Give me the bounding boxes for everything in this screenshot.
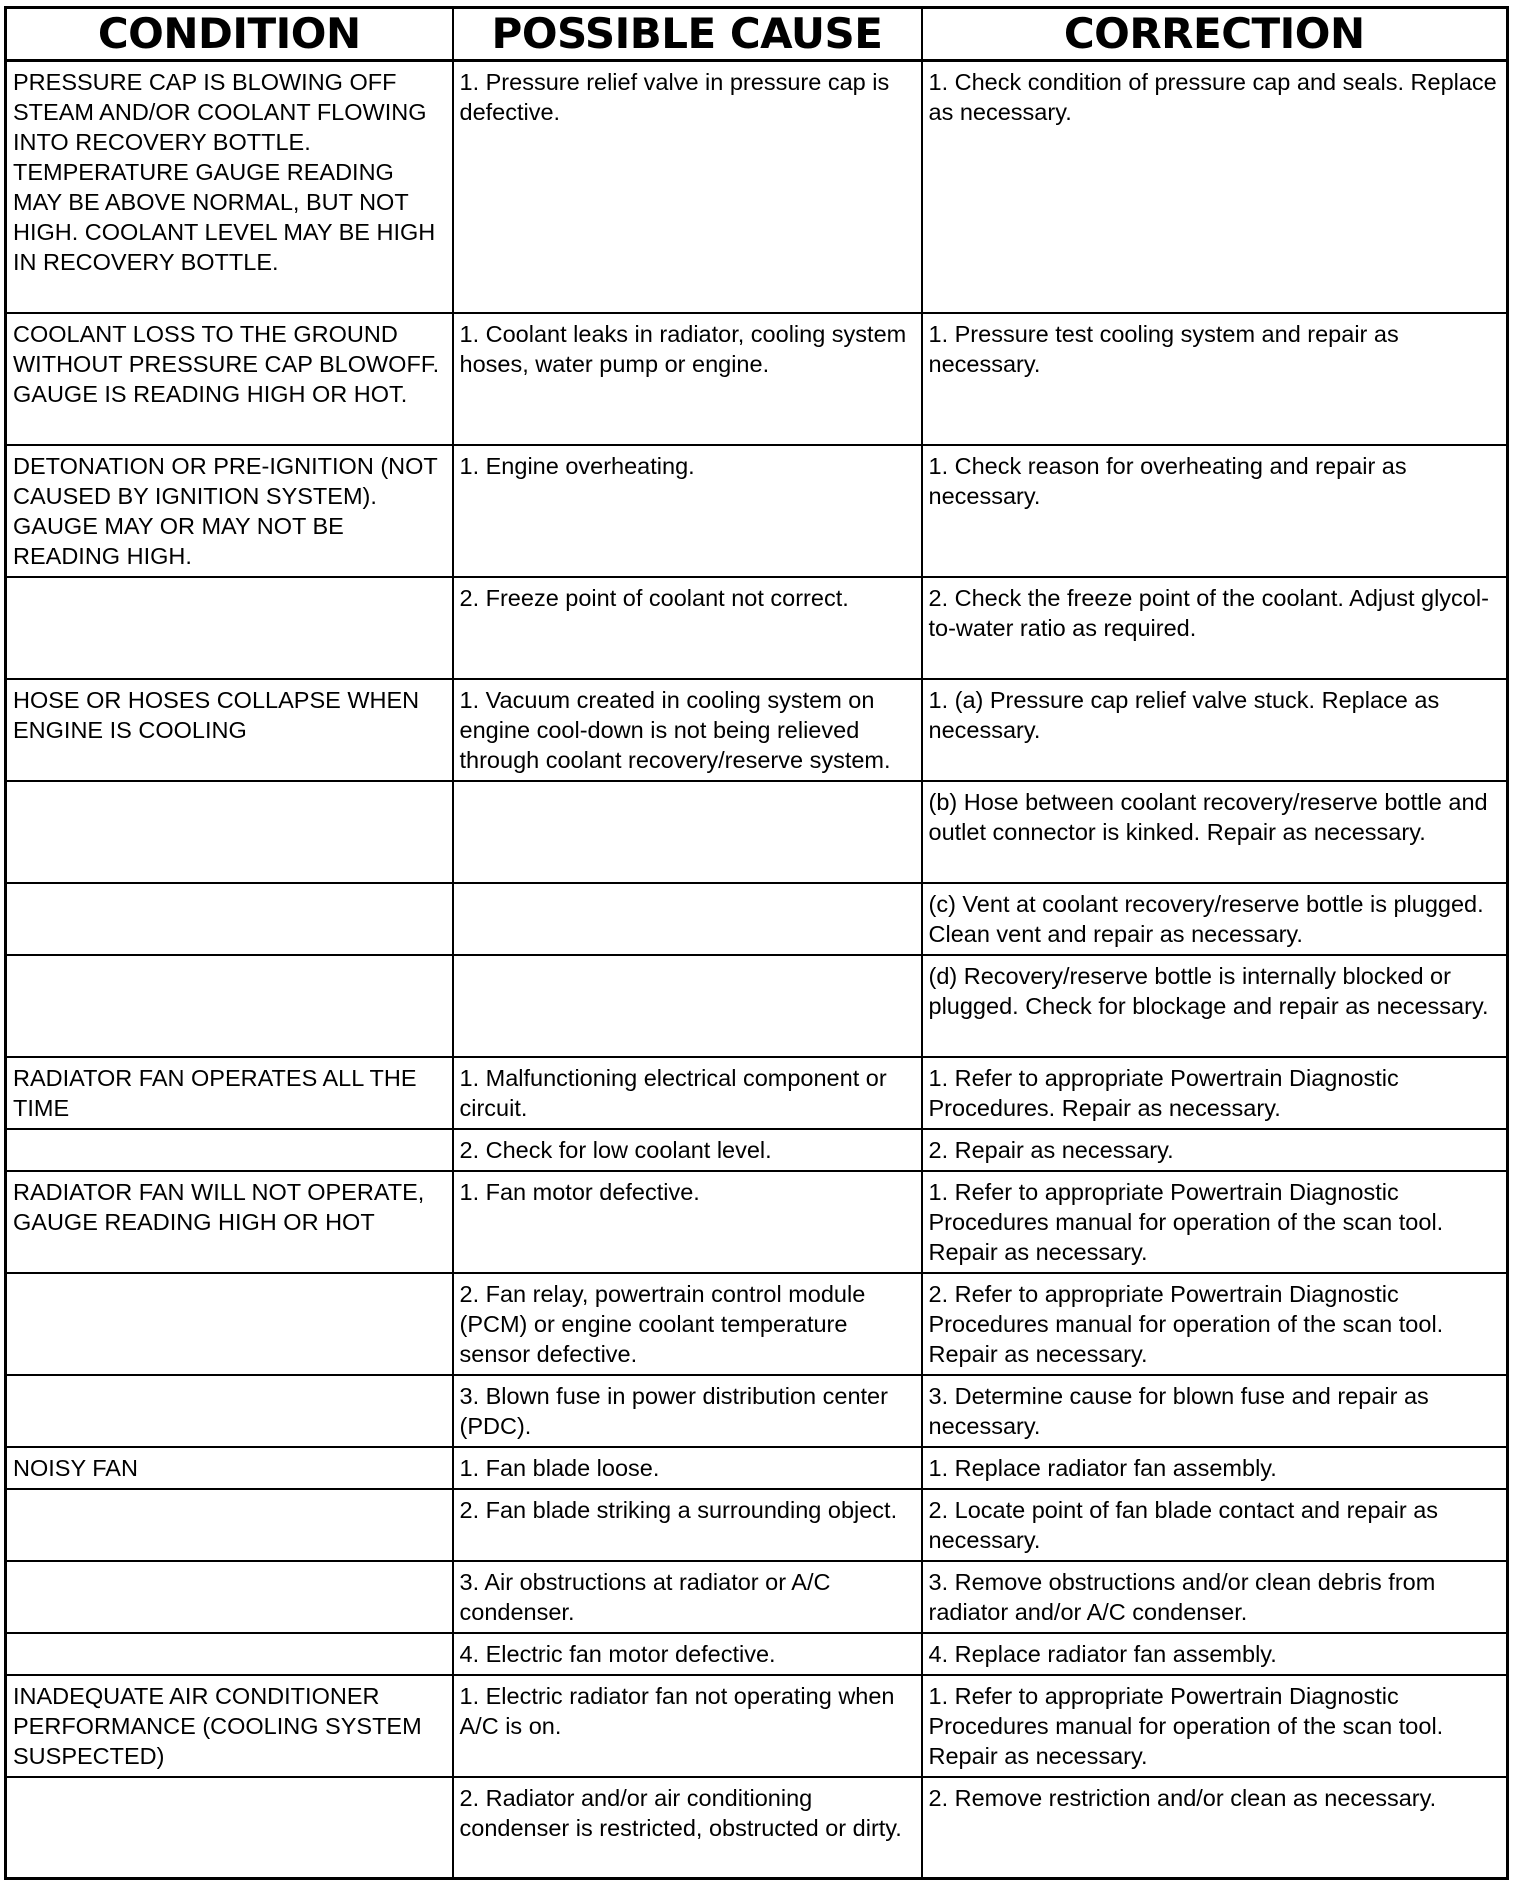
diagnosis-table: [4, 6, 1509, 1880]
condition-cell: COOLANT LOSS TO THE GROUND WITHOUT PRESSURE CAP BLOWOFF. GAUGE IS READING HIGH OR HOT.: [6, 313, 453, 445]
correction-cell: (b) Hose between coolant recovery/reserve bottle and outlet connector is kinked. Repair as necessary.: [922, 781, 1508, 883]
condition-cell: PRESSURE CAP IS BLOWING OFF STEAM AND/OR COOLANT FLOWING INTO RECOVERY BOTTLE. TEMPERATURE GAUGE READING MAY BE ABOVE NORMAL, BUT NOT HIGH. COOLANT LEVEL MAY BE HIGH IN RECOVERY BOTTLE.: [6, 61, 453, 313]
header-condition: CONDITION: [6, 8, 453, 61]
condition-cell: INADEQUATE AIR CONDITIONER PERFORMANCE (COOLING SYSTEM SUSPECTED): [6, 1675, 453, 1777]
cause-cell: 1. Malfunctioning electrical component or circuit.: [453, 1057, 922, 1129]
condition-cell: [6, 1777, 453, 1879]
correction-cell: 3. Remove obstructions and/or clean debris from radiator and/or A/C condenser.: [922, 1561, 1508, 1633]
table-row: [6, 313, 1508, 445]
condition-cell: RADIATOR FAN OPERATES ALL THE TIME: [6, 1057, 453, 1129]
correction-cell: 1. Refer to appropriate Powertrain Diagnostic Procedures manual for operation of the scan tool. Repair as necessary.: [922, 1171, 1508, 1273]
condition-cell: [6, 1633, 453, 1675]
condition-cell: NOISY FAN: [6, 1447, 453, 1489]
cause-cell: 3. Air obstructions at radiator or A/C condenser.: [453, 1561, 922, 1633]
diagnosis-table-container: [4, 6, 1509, 1880]
cause-cell: 1. Pressure relief valve in pressure cap is defective.: [453, 61, 922, 313]
table-row: [6, 577, 1508, 679]
table-row: [6, 1057, 1508, 1129]
condition-cell: [6, 1129, 453, 1171]
table-row: [6, 1171, 1508, 1273]
correction-cell: (c) Vent at coolant recovery/reserve bottle is plugged. Clean vent and repair as necessary.: [922, 883, 1508, 955]
table-row: [6, 1675, 1508, 1777]
correction-cell: 4. Replace radiator fan assembly.: [922, 1633, 1508, 1675]
table-row: [6, 781, 1508, 883]
condition-cell: [6, 883, 453, 955]
table-row: [6, 1273, 1508, 1375]
correction-cell: 2. Refer to appropriate Powertrain Diagnostic Procedures manual for operation of the scan tool. Repair as necessary.: [922, 1273, 1508, 1375]
correction-cell: 2. Remove restriction and/or clean as necessary.: [922, 1777, 1508, 1879]
cause-cell: 3. Blown fuse in power distribution center (PDC).: [453, 1375, 922, 1447]
correction-cell: 1. (a) Pressure cap relief valve stuck. Replace as necessary.: [922, 679, 1508, 781]
table-row: [6, 1561, 1508, 1633]
table-row: [6, 883, 1508, 955]
cause-cell: 2. Radiator and/or air conditioning condenser is restricted, obstructed or dirty.: [453, 1777, 922, 1879]
table-row: [6, 1375, 1508, 1447]
table-row: [6, 1633, 1508, 1675]
table-row: [6, 955, 1508, 1057]
correction-cell: 2. Check the freeze point of the coolant. Adjust glycol-to-water ratio as required.: [922, 577, 1508, 679]
correction-cell: (d) Recovery/reserve bottle is internally blocked or plugged. Check for blockage and repair as necessary.: [922, 955, 1508, 1057]
correction-cell: 2. Locate point of fan blade contact and repair as necessary.: [922, 1489, 1508, 1561]
condition-cell: RADIATOR FAN WILL NOT OPERATE, GAUGE READING HIGH OR HOT: [6, 1171, 453, 1273]
cause-cell: 1. Electric radiator fan not operating when A/C is on.: [453, 1675, 922, 1777]
correction-cell: 1. Pressure test cooling system and repair as necessary.: [922, 313, 1508, 445]
table-row: [6, 1129, 1508, 1171]
correction-cell: 1. Refer to appropriate Powertrain Diagnostic Procedures manual for operation of the scan tool. Repair as necessary.: [922, 1675, 1508, 1777]
cause-cell: 1. Coolant leaks in radiator, cooling system hoses, water pump or engine.: [453, 313, 922, 445]
cause-cell: [453, 883, 922, 955]
cause-cell: 2. Fan relay, powertrain control module (PCM) or engine coolant temperature sensor defective.: [453, 1273, 922, 1375]
cause-cell: [453, 955, 922, 1057]
cause-cell: 1. Fan motor defective.: [453, 1171, 922, 1273]
cause-cell: 1. Vacuum created in cooling system on engine cool-down is not being relieved through coolant recovery/reserve system.: [453, 679, 922, 781]
header-correction: CORRECTION: [922, 8, 1508, 61]
table-row: [6, 445, 1508, 577]
correction-cell: 2. Repair as necessary.: [922, 1129, 1508, 1171]
table-row: [6, 679, 1508, 781]
cause-cell: [453, 781, 922, 883]
table-row: [6, 61, 1508, 313]
header-possible-cause: POSSIBLE CAUSE: [453, 8, 922, 61]
correction-cell: 1. Refer to appropriate Powertrain Diagnostic Procedures. Repair as necessary.: [922, 1057, 1508, 1129]
cause-cell: 1. Fan blade loose.: [453, 1447, 922, 1489]
correction-cell: 1. Check reason for overheating and repair as necessary.: [922, 445, 1508, 577]
correction-cell: 3. Determine cause for blown fuse and repair as necessary.: [922, 1375, 1508, 1447]
cause-cell: 4. Electric fan motor defective.: [453, 1633, 922, 1675]
cause-cell: 2. Freeze point of coolant not correct.: [453, 577, 922, 679]
correction-cell: 1. Replace radiator fan assembly.: [922, 1447, 1508, 1489]
condition-cell: [6, 1561, 453, 1633]
condition-cell: [6, 1375, 453, 1447]
header-row: [6, 8, 1508, 61]
table-body: [6, 61, 1508, 1879]
table-row: [6, 1489, 1508, 1561]
condition-cell: [6, 1273, 453, 1375]
correction-cell: 1. Check condition of pressure cap and seals. Replace as necessary.: [922, 61, 1508, 313]
condition-cell: DETONATION OR PRE-IGNITION (NOT CAUSED BY IGNITION SYSTEM). GAUGE MAY OR MAY NOT BE READING HIGH.: [6, 445, 453, 577]
condition-cell: HOSE OR HOSES COLLAPSE WHEN ENGINE IS COOLING: [6, 679, 453, 781]
table-row: [6, 1777, 1508, 1879]
condition-cell: [6, 1489, 453, 1561]
cause-cell: 2. Fan blade striking a surrounding object.: [453, 1489, 922, 1561]
table-row: [6, 1447, 1508, 1489]
condition-cell: [6, 577, 453, 679]
condition-cell: [6, 955, 453, 1057]
cause-cell: 2. Check for low coolant level.: [453, 1129, 922, 1171]
cause-cell: 1. Engine overheating.: [453, 445, 922, 577]
condition-cell: [6, 781, 453, 883]
